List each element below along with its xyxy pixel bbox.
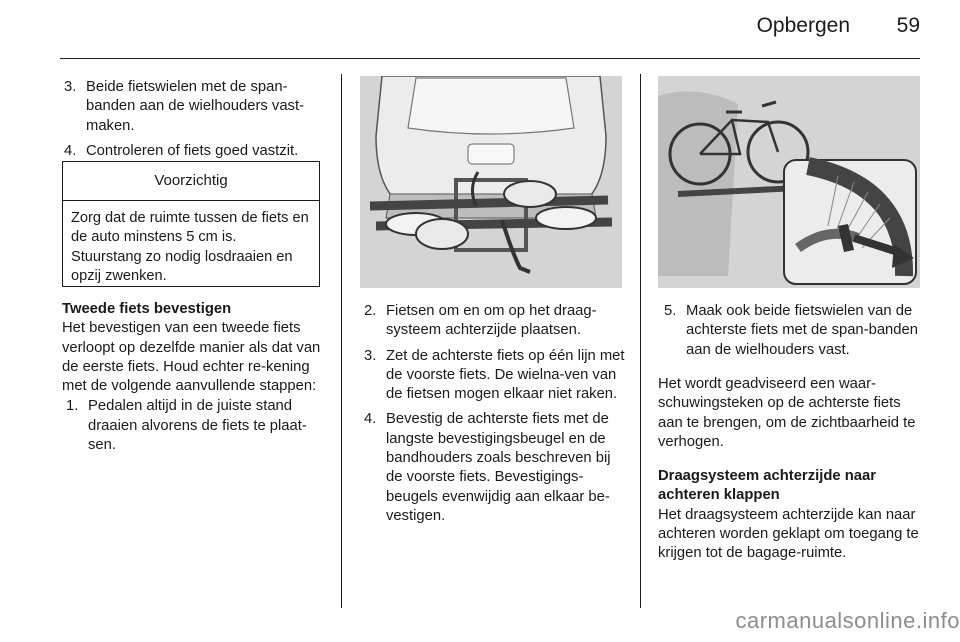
list-number: 3. xyxy=(364,347,377,364)
list-text: Fietsen om en om op het draag-systeem achterzijde plaatsen. xyxy=(386,303,597,339)
column-divider-left xyxy=(341,74,342,608)
col1-section xyxy=(62,300,328,461)
list-text: Zet de achterste fiets op één lijn met de voorste fiets. De wielna-ven van de fietsen mogen elkaar niet raken. xyxy=(386,347,625,403)
bike-strap-illustration xyxy=(658,76,920,288)
list-item xyxy=(364,302,628,341)
header-title: Opbergen xyxy=(756,14,850,37)
list-number: 4. xyxy=(364,411,377,428)
list-item xyxy=(664,302,926,360)
caution-body: Zorg dat de ruimte tussen de fiets en de auto minstens 5 cm is. Stuurstang zo nodig losdraaien en opzij zwenken. xyxy=(71,210,309,284)
carrier-illustration xyxy=(360,76,622,288)
col3-content xyxy=(664,302,926,364)
column-divider-right xyxy=(640,74,641,608)
col2-list xyxy=(364,302,628,532)
car-rear-carrier-icon xyxy=(360,76,622,288)
bike-strap-icon xyxy=(658,76,920,288)
list-text: Maak ook beide fietswielen van de achterste fiets met de span-banden aan de wielhouders vast. xyxy=(686,303,918,358)
list-text: Bevestig de achterste fiets met de langste bevestigingsbeugel en de bandhouders zoals beschreven bij de voorste fiets. Bevestigings-beugels evenwijdig aan elkaar be-vestigen. xyxy=(386,411,611,524)
list-text: Controleren of fiets goed vastzit. xyxy=(86,142,299,159)
list-item xyxy=(364,347,628,405)
list-item xyxy=(64,142,326,161)
section-heading: Tweede fiets bevestigen xyxy=(62,301,232,317)
list-number: 4. xyxy=(64,142,77,159)
list-number: 1. xyxy=(66,398,79,415)
page-number: 59 xyxy=(896,14,920,37)
caution-box xyxy=(62,161,320,287)
list-item xyxy=(364,410,628,526)
header-rule xyxy=(60,58,920,59)
caution-heading: Voorzichtig xyxy=(63,162,319,201)
paragraph: Het wordt geadviseerd een waar-schuwingsteken op de achterste fiets aan te brengen, om de zichtbaarheid te verhogen. xyxy=(658,376,916,450)
list-number: 3. xyxy=(64,79,77,95)
section-heading: Draagsysteem achterzijde naar achteren klappen xyxy=(658,468,876,504)
watermark: carmanualsonline.info xyxy=(735,608,960,633)
list-number: 5. xyxy=(664,303,677,319)
list-text: Pedalen altijd in de juiste stand draaien alvorens de fiets te plaat-sen. xyxy=(88,398,307,454)
list-number: 2. xyxy=(364,303,377,319)
list-item xyxy=(64,78,326,136)
col1-list-a xyxy=(64,78,326,167)
section-text: Het bevestigen van een tweede fiets verloopt op dezelfde manier als dat van de eerste fiets. Houd echter re-kening met de volgende aanvullende stappen: xyxy=(62,320,321,395)
list-text: Beide fietswielen met de span-banden aan de wielhouders vast-maken. xyxy=(86,79,304,134)
list-item xyxy=(62,397,328,455)
col3-text xyxy=(658,375,926,564)
section-text: Het draagsysteem achterzijde kan naar achteren worden geklapt om toegang te krijgen tot de bagage-ruimte. xyxy=(658,506,919,562)
